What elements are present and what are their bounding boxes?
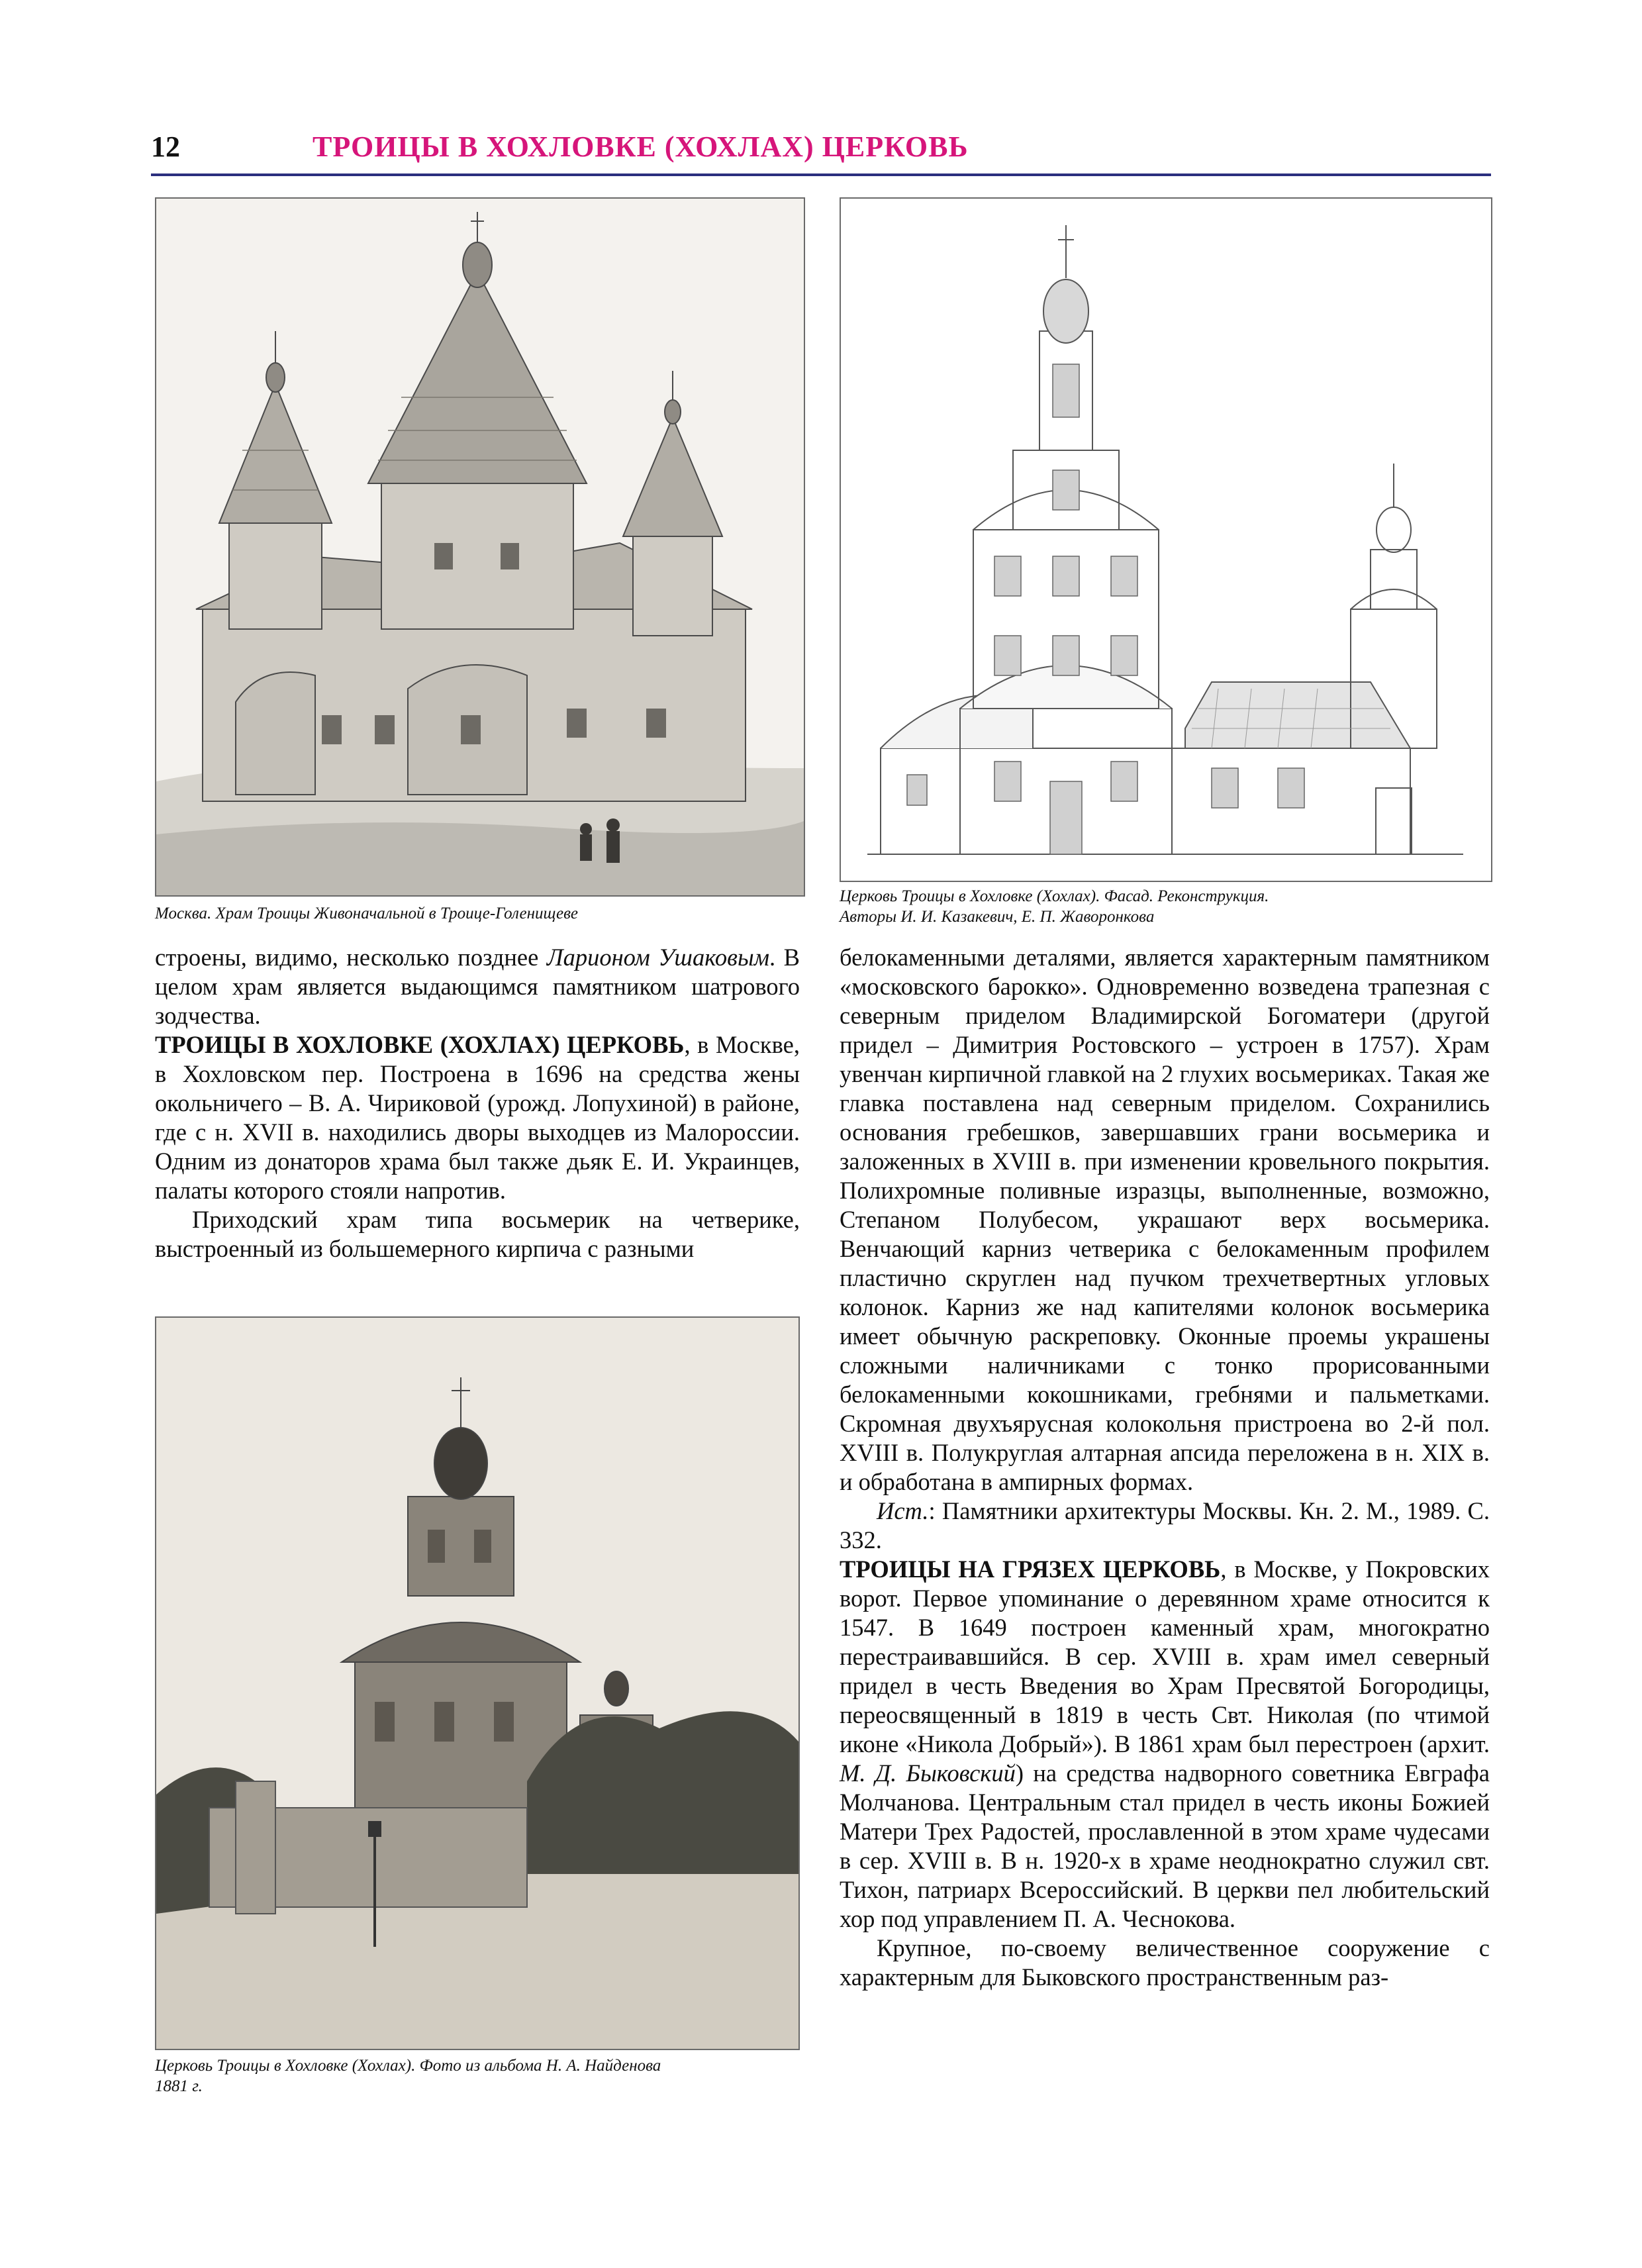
source-reference xyxy=(840,1497,1490,1555)
entry-text: , в Москве, в Хохловском пер. Построена в 1696 на средства жены окольничего – В. А. Чириковой (урожд. Лопухиной) в районе, где с н. XVII в. находились дворы выходцев из Малороссии. Одним из донаторов храма был также дьяк Е. И. Украинцев, палаты которого стояли напротив. xyxy=(155,1031,800,1204)
caption-engraving: Москва. Храм Троицы Живоначальной в Троице-Голенищеве xyxy=(155,905,579,922)
architect-name: Ларионом Ушаковым xyxy=(546,944,770,971)
page-number: 12 xyxy=(151,130,180,163)
architect-name: М. Д. Быковский xyxy=(840,1759,1016,1787)
entry-headword: ТРОИЦЫ НА ГРЯЗЕХ ЦЕРКОВЬ xyxy=(840,1555,1221,1583)
text-fragment: строены, видимо, несколько позднее xyxy=(155,944,547,971)
source-label: Ист. xyxy=(877,1497,929,1524)
source-text: : Памятники архитектуры Москвы. Кн. 2. М., 1989. С. 332. xyxy=(840,1497,1490,1553)
left-text-column xyxy=(155,943,800,1263)
engraving-image xyxy=(156,199,804,895)
entry-troitsy-v-khokhlovke xyxy=(155,1030,800,1205)
entry-headword: ТРОИЦЫ В ХОХЛОВКЕ (ХОХЛАХ) ЦЕРКОВЬ xyxy=(155,1031,685,1058)
photo-image xyxy=(156,1318,798,2049)
caption-photo-line-1: Церковь Троицы в Хохловке (Хохлах). Фото из альбома Н. А. Найденова xyxy=(155,2057,661,2075)
caption-facade-line-1: Церковь Троицы в Хохловке (Хохлах). Фасад. Реконструкция. xyxy=(840,887,1269,905)
text-fragment: . В целом храм является выдающимся памятником шатрового зодчества. xyxy=(155,944,800,1029)
figure-facade-reconstruction xyxy=(840,197,1492,882)
right-text-column xyxy=(840,943,1490,1992)
caption-facade-line-2: Авторы И. И. Казакевич, Е. П. Жаворонкова xyxy=(840,908,1155,926)
facade-drawing-image xyxy=(841,199,1491,881)
paragraph-continuation xyxy=(155,943,800,1030)
paragraph-description-start: Приходский храм типа восьмерик на четверике, выстроенный из большемерного кирпича с разными xyxy=(155,1206,800,1262)
page-header xyxy=(151,130,1491,170)
caption-photo-line-2: 1881 г. xyxy=(155,2077,203,2095)
running-title: ТРОИЦЫ В ХОХЛОВКЕ (ХОХЛАХ) ЦЕРКОВЬ xyxy=(313,130,969,163)
figure-engraving-troitse-golenishchevo xyxy=(155,197,805,897)
entry-text: , в Москве, у Покровских ворот. Первое упоминание о деревянном храме относится к 1547. В 1649 построен каменный храм, многократно перестраивавшийся. В сер. XVIII в. храм имел северный придел в честь Введения во Храм Пресвятой Богородицы, переосвященный в 1819 в честь Свт. Николая (по чтимой иконе «Никола Добрый»). В 1861 храм был перестроен (архит. xyxy=(840,1555,1490,1757)
paragraph-final: Крупное, по-своему величественное сооружение с характерным для Быковского пространственным раз- xyxy=(840,1934,1490,1991)
header-rule xyxy=(151,173,1491,176)
entry-text: ) на средства надворного советника Евграфа Молчанова. Центральным стал придел в честь иконы Божией Матери Трех Радостей, прославленной в этом храме чудесами в сер. XVIII в. В н. 1920-х в храме неоднократно служил свт. Тихон, патриарх Всероссийский. В церкви пел любительский хор под управлением П. А. Чеснокова. xyxy=(840,1759,1490,1932)
figure-photo-1881 xyxy=(155,1316,800,2050)
paragraph-description-cont: белокаменными деталями, является характерным памятником «московского барокко». Одновременно возведена трапезная с северным приделом Владимирской Богоматери (другой придел – Димитрия Ростовского – устроен в 1757). Храм увенчан кирпичной главкой на 2 глухих восьмериках. Такая же главка поставлена над северным приделом. Сохранились основания гребешков, завершавших грани восьмерика и заложенных в XVIII в. при изменении кровельного покрытия. Полихромные поливные изразцы, выполненные, возможно, Степаном Полубесом, украшают верх восьмерика. Венчающий карниз четверика с белокаменным профилем пластично скруглен над пучком трехчетвертных угловых колонок. Карниз же над капителями колонок восьмерика имеет обычную раскреповку. Оконные проемы украшены сложными наличниками с тонко прорисованными белокаменными кокошниками, гребнями и пальметками. Скромная двухъярусная колокольня пристроена во 2-й пол. XVIII в. Полукруглая алтарная апсида переложена в н. XIX в. и обработана в ампирных формах. xyxy=(840,944,1490,1495)
entry-troitsy-na-gryazekh xyxy=(840,1555,1490,1934)
